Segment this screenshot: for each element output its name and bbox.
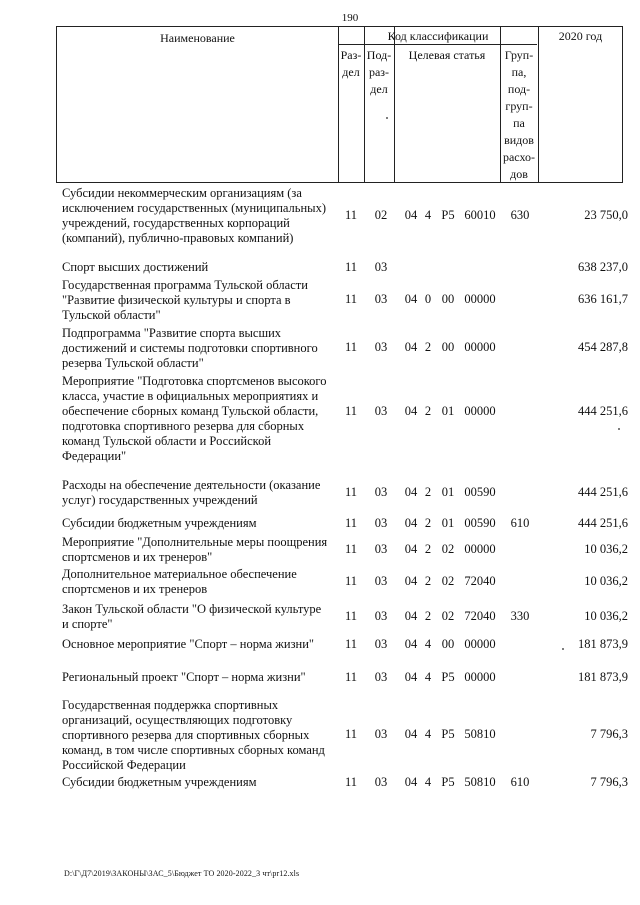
row-name-line: Закон Тульской области "О физической культуре bbox=[62, 602, 322, 616]
code-podrazdel: 03 bbox=[374, 609, 388, 623]
code-podrazdel: 03 bbox=[374, 637, 388, 651]
amount-2020: 638 237,0 bbox=[578, 260, 628, 274]
row-name-line: исключением государственных (муниципальных) bbox=[62, 201, 326, 215]
code-target-direction: 00000 bbox=[464, 340, 496, 354]
code-podrazdel: 03 bbox=[374, 292, 388, 306]
code-target-event: P5 bbox=[441, 670, 455, 684]
code-target-direction: 00000 bbox=[464, 292, 496, 306]
row-name bbox=[62, 698, 334, 773]
code-podrazdel: 03 bbox=[374, 775, 388, 789]
code-target-direction: 72040 bbox=[464, 574, 496, 588]
code-target-subprogram: 2 bbox=[424, 542, 432, 556]
code-target-event: 01 bbox=[441, 485, 455, 499]
code-target-event: 00 bbox=[441, 292, 455, 306]
code-target-program: 04 bbox=[404, 340, 418, 354]
code-target-subprogram: 2 bbox=[424, 516, 432, 530]
column-header-razdel: Раз- дел bbox=[340, 48, 362, 79]
code-target-program: 04 bbox=[404, 574, 418, 588]
file-path-footer: D:\Г\Д7\2019\ЗАКОНЫ\ЗАС_5\Бюджет ТО 2020-2022_3 чт\pr12.xls bbox=[64, 869, 300, 878]
code-target-direction: 00000 bbox=[464, 670, 496, 684]
row-name bbox=[62, 478, 334, 508]
code-razdel: 11 bbox=[344, 292, 358, 306]
code-razdel: 11 bbox=[344, 485, 358, 499]
row-name-line: Государственная программа Тульской области bbox=[62, 278, 308, 292]
code-target-subprogram: 4 bbox=[424, 670, 432, 684]
code-target-direction: 72040 bbox=[464, 609, 496, 623]
row-name-line: (компаний), публично-правовых компаний) bbox=[62, 231, 294, 245]
amount-2020: 10 036,2 bbox=[584, 574, 628, 588]
amount-2020: 636 161,7 bbox=[578, 292, 628, 306]
row-name-line: Субсидии бюджетным учреждениям bbox=[62, 775, 257, 789]
code-target-subprogram: 4 bbox=[424, 208, 432, 222]
amount-2020: 23 750,0 bbox=[584, 208, 628, 222]
code-target-direction: 50810 bbox=[464, 727, 496, 741]
code-target-event: 01 bbox=[441, 516, 455, 530]
scan-speck bbox=[562, 648, 564, 650]
code-target-event: P5 bbox=[441, 208, 455, 222]
row-name bbox=[62, 516, 334, 531]
code-target-subprogram: 0 bbox=[424, 292, 432, 306]
code-podrazdel: 03 bbox=[374, 574, 388, 588]
row-name-line: учреждений, государственных корпораций bbox=[62, 216, 290, 230]
code-target-event: 02 bbox=[441, 609, 455, 623]
code-razdel: 11 bbox=[344, 208, 358, 222]
code-expense-group: 610 bbox=[510, 516, 530, 530]
code-target-program: 04 bbox=[404, 208, 418, 222]
row-name-line: "Развитие физической культуры и спорта в bbox=[62, 293, 291, 307]
code-razdel: 11 bbox=[344, 775, 358, 789]
row-name-line: класса, участие в официальных мероприятиях и bbox=[62, 389, 319, 403]
code-target-subprogram: 2 bbox=[424, 574, 432, 588]
code-target-direction: 00000 bbox=[464, 542, 496, 556]
row-name bbox=[62, 775, 334, 790]
scan-speck bbox=[618, 428, 620, 430]
row-name bbox=[62, 602, 334, 632]
row-name-line: обеспечение сборных команд Тульской области, bbox=[62, 404, 319, 418]
row-name bbox=[62, 326, 334, 371]
row-name-line: Расходы на обеспечение деятельности (оказание bbox=[62, 478, 321, 492]
code-razdel: 11 bbox=[344, 542, 358, 556]
row-name-line: организаций, осуществляющих подготовку bbox=[62, 713, 293, 727]
header-divider bbox=[538, 27, 539, 182]
code-expense-group: 630 bbox=[510, 208, 530, 222]
page-number: 190 bbox=[341, 12, 359, 24]
header-divider bbox=[338, 44, 537, 45]
row-name-line: Мероприятие "Дополнительные меры поощрения bbox=[62, 535, 328, 549]
row-name-line: Субсидии некоммерческим организациям (за bbox=[62, 186, 302, 200]
row-name-line: Подпрограмма "Развитие спорта высших bbox=[62, 326, 282, 340]
code-target-event: P5 bbox=[441, 775, 455, 789]
code-target-direction: 50810 bbox=[464, 775, 496, 789]
code-target-subprogram: 2 bbox=[424, 609, 432, 623]
code-podrazdel: 03 bbox=[374, 404, 388, 418]
code-target-direction: 60010 bbox=[464, 208, 496, 222]
code-razdel: 11 bbox=[344, 404, 358, 418]
code-target-program: 04 bbox=[404, 637, 418, 651]
row-name bbox=[62, 374, 334, 464]
code-razdel: 11 bbox=[344, 727, 358, 741]
code-razdel: 11 bbox=[344, 260, 358, 274]
code-target-program: 04 bbox=[404, 542, 418, 556]
code-target-subprogram: 2 bbox=[424, 485, 432, 499]
row-name-line: спортсменов и их тренеров" bbox=[62, 550, 213, 564]
row-name bbox=[62, 670, 334, 685]
row-name-line: команд Тульской области и Российской bbox=[62, 434, 272, 448]
row-name-line: Федерации" bbox=[62, 449, 127, 463]
row-name-line: Дополнительное материальное обеспечение bbox=[62, 567, 297, 581]
row-name-line: услуг) государственных учреждений bbox=[62, 493, 258, 507]
row-name-line: команд, в том числе спортивных сборных команд bbox=[62, 743, 325, 757]
code-podrazdel: 03 bbox=[374, 727, 388, 741]
amount-2020: 181 873,9 bbox=[578, 670, 628, 684]
code-target-program: 04 bbox=[404, 775, 418, 789]
code-podrazdel: 02 bbox=[374, 208, 388, 222]
code-podrazdel: 03 bbox=[374, 542, 388, 556]
scan-speck bbox=[386, 117, 388, 119]
amount-2020: 444 251,6 bbox=[578, 485, 628, 499]
row-name-line: Российской Федерации bbox=[62, 758, 186, 772]
code-target-subprogram: 2 bbox=[424, 404, 432, 418]
amount-2020: 7 796,3 bbox=[590, 775, 628, 789]
code-target-event: 02 bbox=[441, 542, 455, 556]
row-name-line: Мероприятие "Подготовка спортсменов высокого bbox=[62, 374, 327, 388]
row-name-line: спортсменов и их тренеров bbox=[62, 582, 208, 596]
table-header bbox=[56, 26, 623, 183]
code-target-program: 04 bbox=[404, 292, 418, 306]
column-header-year: 2020 год bbox=[558, 29, 603, 43]
code-target-program: 04 bbox=[404, 727, 418, 741]
code-target-direction: 00590 bbox=[464, 485, 496, 499]
code-target-program: 04 bbox=[404, 516, 418, 530]
amount-2020: 7 796,3 bbox=[590, 727, 628, 741]
code-target-direction: 00590 bbox=[464, 516, 496, 530]
row-name-line: Региональный проект "Спорт – норма жизни" bbox=[62, 670, 306, 684]
code-podrazdel: 03 bbox=[374, 516, 388, 530]
row-name-line: резерва Тульской области" bbox=[62, 356, 204, 370]
code-podrazdel: 03 bbox=[374, 485, 388, 499]
code-target-event: 02 bbox=[441, 574, 455, 588]
column-header-podrazdel: Под- раз- дел bbox=[366, 48, 392, 96]
code-target-event: 01 bbox=[441, 404, 455, 418]
code-target-program: 04 bbox=[404, 485, 418, 499]
code-target-direction: 00000 bbox=[464, 404, 496, 418]
code-target-program: 04 bbox=[404, 609, 418, 623]
code-target-program: 04 bbox=[404, 670, 418, 684]
code-target-direction: 00000 bbox=[464, 637, 496, 651]
code-target-subprogram: 4 bbox=[424, 637, 432, 651]
code-razdel: 11 bbox=[344, 609, 358, 623]
amount-2020: 10 036,2 bbox=[584, 609, 628, 623]
row-name bbox=[62, 637, 334, 652]
code-expense-group: 610 bbox=[510, 775, 530, 789]
amount-2020: 444 251,6 bbox=[578, 404, 628, 418]
code-podrazdel: 03 bbox=[374, 260, 388, 274]
code-podrazdel: 03 bbox=[374, 670, 388, 684]
code-target-event: 00 bbox=[441, 340, 455, 354]
row-name-line: и спорте" bbox=[62, 617, 113, 631]
code-target-event: P5 bbox=[441, 727, 455, 741]
row-name bbox=[62, 186, 334, 246]
amount-2020: 454 287,8 bbox=[578, 340, 628, 354]
row-name-line: спортивного резерва для спортивных сборных bbox=[62, 728, 310, 742]
code-target-subprogram: 4 bbox=[424, 727, 432, 741]
column-header-name: Наименование bbox=[160, 31, 235, 45]
code-razdel: 11 bbox=[344, 637, 358, 651]
column-header-group: Груп- па, под- груп- па видов расхо- дов bbox=[502, 48, 536, 181]
amount-2020: 444 251,6 bbox=[578, 516, 628, 530]
code-razdel: 11 bbox=[344, 670, 358, 684]
code-target-subprogram: 4 bbox=[424, 775, 432, 789]
amount-2020: 181 873,9 bbox=[578, 637, 628, 651]
row-name-line: подготовка спортивного резерва для сборных bbox=[62, 419, 305, 433]
code-target-event: 00 bbox=[441, 637, 455, 651]
row-name-line: Тульской области" bbox=[62, 308, 161, 322]
code-razdel: 11 bbox=[344, 340, 358, 354]
code-razdel: 11 bbox=[344, 574, 358, 588]
row-name-line: Государственная поддержка спортивных bbox=[62, 698, 279, 712]
row-name bbox=[62, 260, 334, 275]
code-podrazdel: 03 bbox=[374, 340, 388, 354]
row-name bbox=[62, 278, 334, 323]
row-name bbox=[62, 567, 334, 597]
code-expense-group: 330 bbox=[510, 609, 530, 623]
code-target-program: 04 bbox=[404, 404, 418, 418]
row-name-line: Основное мероприятие "Спорт – норма жизни" bbox=[62, 637, 315, 651]
row-name-line: достижений и системы подготовки спортивного bbox=[62, 341, 318, 355]
row-name-line: Субсидии бюджетным учреждениям bbox=[62, 516, 257, 530]
row-name bbox=[62, 535, 334, 565]
code-razdel: 11 bbox=[344, 516, 358, 530]
row-name-line: Спорт высших достижений bbox=[62, 260, 209, 274]
column-header-classification: Код классификации bbox=[387, 29, 489, 43]
code-target-subprogram: 2 bbox=[424, 340, 432, 354]
amount-2020: 10 036,2 bbox=[584, 542, 628, 556]
column-header-target: Целевая статья bbox=[408, 48, 486, 62]
